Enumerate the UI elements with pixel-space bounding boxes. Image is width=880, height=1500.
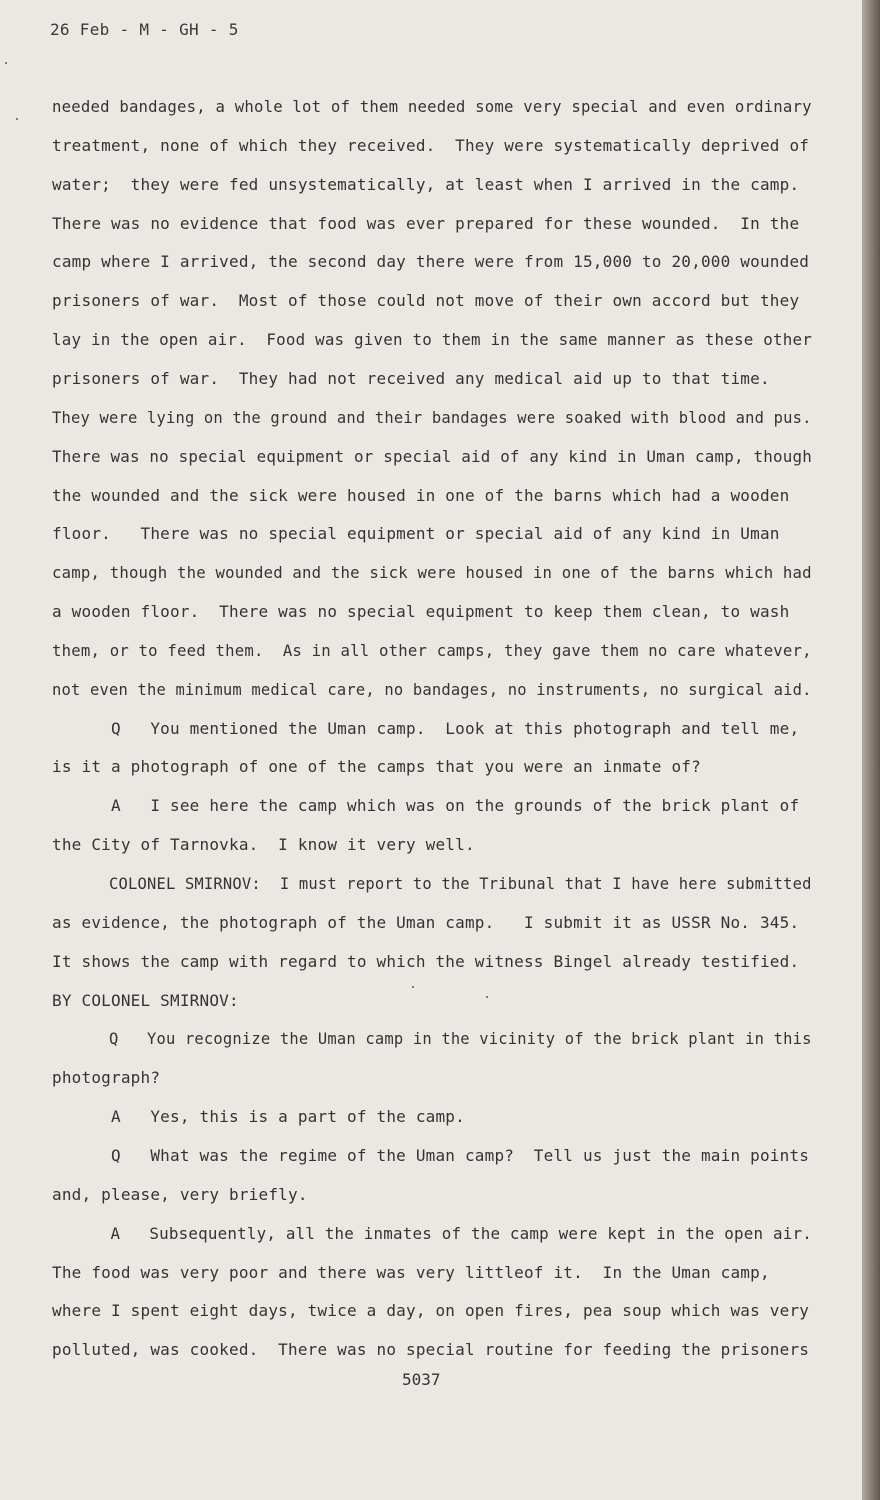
text-line: floor. There was no special equipment or special aid of any kind in Uman [52, 524, 780, 543]
text-line: camp, though the wounded and the sick were housed in one of the barns which had [52, 563, 812, 582]
text-line: COLONEL SMIRNOV: I must report to the Tribunal that I have here submitted [52, 874, 812, 893]
page-header-reference: 26 Feb - M - GH - 5 [50, 20, 239, 39]
text-line: It shows the camp with regard to which the witness Bingel already testified. [52, 952, 800, 971]
text-line: BY COLONEL SMIRNOV: [52, 991, 239, 1010]
text-line: prisoners of war. They had not received any medical aid up to that time. [52, 369, 770, 388]
text-line: camp where I arrived, the second day there were from 15,000 to 20,000 wounded [52, 252, 810, 271]
paper-speck [486, 996, 488, 998]
text-line: Q What was the regime of the Uman camp? Tell us just the main points [52, 1146, 810, 1165]
text-line: the wounded and the sick were housed in one of the barns which had a wooden [52, 486, 790, 505]
text-line: A Yes, this is a part of the camp. [52, 1107, 465, 1126]
text-line: not even the minimum medical care, no bandages, no instruments, no surgical aid. [52, 680, 812, 699]
text-line: A Subsequently, all the inmates of the camp were kept in the open air. [52, 1224, 812, 1243]
text-line: a wooden floor. There was no special equipment to keep them clean, to wash [52, 602, 790, 621]
text-line: photograph? [52, 1068, 161, 1087]
text-line: them, or to feed them. As in all other camps, they gave them no care whatever, [52, 641, 812, 660]
text-line: lay in the open air. Food was given to them in the same manner as these other [52, 330, 812, 349]
text-line: There was no evidence that food was ever prepared for these wounded. In the [52, 214, 800, 233]
text-line: Q You recognize the Uman camp in the vicinity of the brick plant in this [52, 1029, 812, 1048]
text-line: A I see here the camp which was on the grounds of the brick plant of [52, 796, 800, 815]
paper-speck [412, 986, 414, 988]
paper-speck [16, 118, 18, 120]
text-line: prisoners of war. Most of those could not move of their own accord but they [52, 291, 800, 310]
text-line: the City of Tarnovka. I know it very well. [52, 835, 475, 854]
text-line: is it a photograph of one of the camps that you were an inmate of? [52, 757, 701, 776]
text-line: They were lying on the ground and their bandages were soaked with blood and pus. [52, 408, 812, 427]
text-line: and, please, very briefly. [52, 1185, 308, 1204]
text-line: where I spent eight days, twice a day, on open fires, pea soup which was very [52, 1301, 810, 1320]
text-line: Q You mentioned the Uman camp. Look at this photograph and tell me, [52, 719, 800, 738]
paper-speck [5, 62, 7, 64]
page-number: 5037 [402, 1370, 441, 1389]
text-line: as evidence, the photograph of the Uman camp. I submit it as USSR No. 345. [52, 913, 800, 932]
scan-edge [862, 0, 880, 1500]
text-line: treatment, none of which they received. They were systematically deprived of [52, 136, 810, 155]
text-line: polluted, was cooked. There was no special routine for feeding the prisoners [52, 1340, 810, 1359]
text-line: There was no special equipment or special aid of any kind in Uman camp, though [52, 447, 812, 466]
text-line: The food was very poor and there was very littleof it. In the Uman camp, [52, 1263, 770, 1282]
text-line: needed bandages, a whole lot of them needed some very special and even ordinary [52, 97, 812, 116]
text-line: water; they were fed unsystematically, at least when I arrived in the camp. [52, 175, 800, 194]
